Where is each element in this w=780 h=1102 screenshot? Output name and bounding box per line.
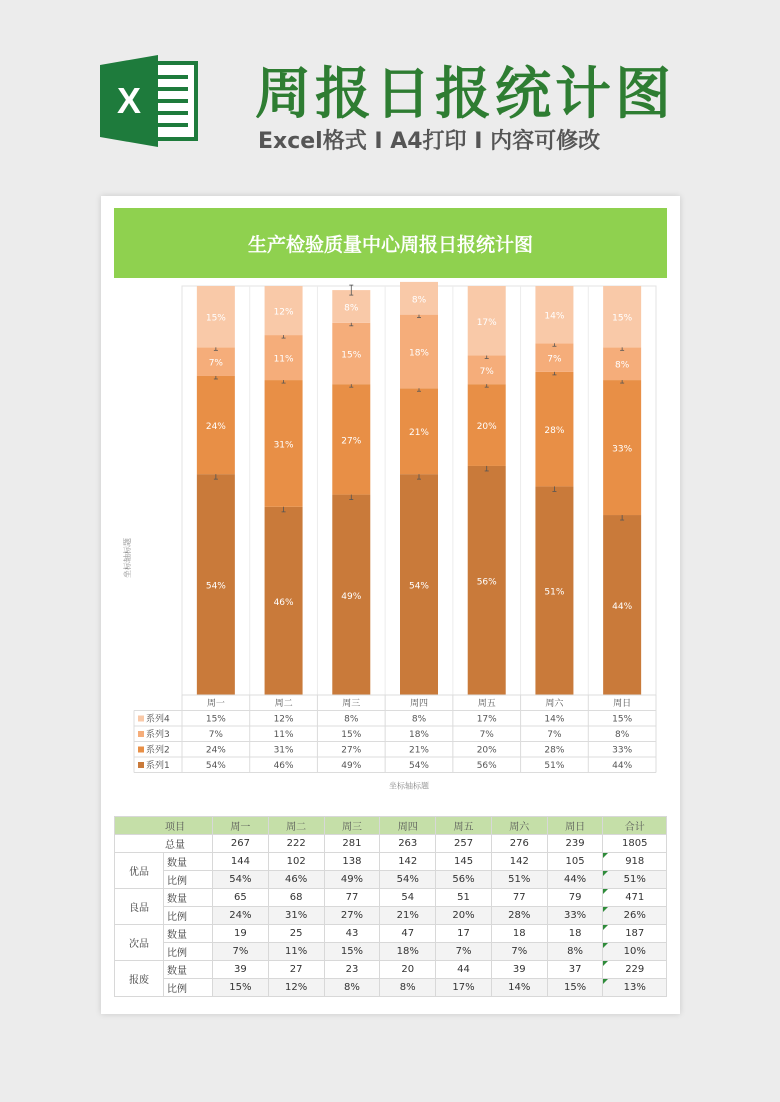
x-tick-label: 周一 [206, 699, 225, 709]
table-cell: 24% [213, 907, 269, 925]
table-cell: 23 [324, 961, 380, 979]
table-cell: 8% [324, 979, 380, 997]
table-header-cell: 周一 [213, 817, 269, 835]
table-cell: 49% [324, 871, 380, 889]
table-cell: 27% [324, 907, 380, 925]
table-header-cell: 周四 [380, 817, 436, 835]
page-subtitle: Excel格式 Ⅰ A4打印 Ⅰ 内容可修改 [258, 129, 601, 154]
table-cell: 15% [213, 979, 269, 997]
table-value: 54% [408, 761, 430, 771]
table-value: 15% [205, 714, 226, 725]
table-value: 49% [341, 761, 362, 771]
data-label: 12% [273, 307, 294, 318]
table-cell: 47 [380, 925, 436, 943]
table-value: 15% [341, 730, 362, 740]
data-label: 11% [273, 354, 294, 365]
table-cell: 51% [603, 871, 667, 889]
group-label: 优品 [115, 853, 164, 889]
table-header-cell: 周五 [436, 817, 492, 835]
table-cell: 65 [213, 889, 269, 907]
table-header-cell: 合计 [603, 817, 667, 835]
table-cell: 31% [268, 907, 324, 925]
table-cell: 7% [436, 943, 492, 961]
table-value: 14% [544, 714, 565, 725]
table-cell: 79 [547, 889, 603, 907]
table-cell: 7% [213, 943, 269, 961]
table-cell: 43 [324, 925, 380, 943]
table-cell: 7% [491, 943, 547, 961]
table-cell: 77 [491, 889, 547, 907]
x-tick-label: 周三 [342, 699, 361, 709]
table-cell: 229 [603, 961, 667, 979]
table-value: 8% [615, 730, 630, 740]
table-cell: 44 [436, 961, 492, 979]
data-label: 18% [408, 348, 430, 359]
table-cell: 39 [491, 961, 547, 979]
total-value: 281 [324, 835, 380, 853]
table-value: 18% [408, 730, 430, 740]
table-row [115, 925, 667, 943]
table-value: 12% [273, 714, 294, 725]
table-value: 15% [612, 714, 633, 725]
total-value: 222 [268, 835, 324, 853]
legend-swatch [138, 731, 144, 737]
table-cell: 18 [547, 925, 603, 943]
table-header-cell: 周二 [268, 817, 324, 835]
table-cell: 471 [603, 889, 667, 907]
page-header [0, 0, 780, 190]
table-value: 54% [205, 761, 226, 771]
row-label: 数量 [164, 889, 213, 907]
x-tick-label: 周六 [545, 699, 564, 709]
data-label: 8% [615, 360, 630, 371]
table-cell: 46% [268, 871, 324, 889]
table-cell: 10% [603, 943, 667, 961]
x-tick-label: 周五 [477, 699, 496, 709]
data-label: 54% [408, 581, 430, 592]
table-value: 21% [408, 745, 430, 756]
group-label: 良品 [115, 889, 164, 925]
total-label: 总量 [115, 835, 213, 853]
logo-letter: X [116, 80, 142, 121]
table-cell: 27 [268, 961, 324, 979]
table-row [115, 961, 667, 979]
data-label: 17% [476, 317, 497, 328]
table-cell: 918 [603, 853, 667, 871]
table-value: 8% [344, 714, 359, 725]
table-row [115, 943, 667, 961]
legend-label: 系列1 [146, 761, 170, 771]
table-cell: 142 [491, 853, 547, 871]
legend-swatch [138, 716, 144, 722]
row-label: 比例 [164, 943, 213, 961]
data-label: 15% [341, 350, 362, 361]
table-cell: 8% [547, 943, 603, 961]
total-value: 263 [380, 835, 436, 853]
table-cell: 21% [380, 907, 436, 925]
table-cell: 68 [268, 889, 324, 907]
row-label: 数量 [164, 853, 213, 871]
total-value: 276 [491, 835, 547, 853]
data-label: 51% [544, 587, 565, 598]
table-cell: 28% [491, 907, 547, 925]
table-cell: 19 [213, 925, 269, 943]
data-label: 56% [476, 577, 497, 588]
legend-label: 系列4 [146, 714, 170, 725]
data-label: 8% [344, 303, 359, 314]
total-value: 1805 [603, 835, 667, 853]
table-cell: 77 [324, 889, 380, 907]
table-row [115, 853, 667, 871]
row-label: 比例 [164, 979, 213, 997]
table-cell: 51% [491, 871, 547, 889]
table-header-cell: 项目 [115, 817, 213, 835]
data-label: 7% [547, 354, 562, 365]
row-label: 数量 [164, 961, 213, 979]
data-label: 7% [479, 366, 494, 377]
table-cell: 138 [324, 853, 380, 871]
table-cell: 20% [436, 907, 492, 925]
table-value: 20% [476, 745, 497, 756]
table-cell: 17 [436, 925, 492, 943]
data-label: 44% [612, 602, 633, 613]
data-label: 15% [205, 313, 226, 324]
table-value: 11% [273, 730, 294, 740]
group-label: 报废 [115, 961, 164, 997]
table-cell: 51 [436, 889, 492, 907]
data-label: 27% [341, 436, 362, 447]
table-value: 7% [479, 730, 494, 740]
legend-label: 系列3 [146, 730, 170, 740]
legend-swatch [138, 762, 144, 768]
table-cell: 20 [380, 961, 436, 979]
table-cell: 14% [491, 979, 547, 997]
table-cell: 39 [213, 961, 269, 979]
total-value: 239 [547, 835, 603, 853]
table-cell: 15% [324, 943, 380, 961]
page-title: 周报日报统计图 [255, 62, 675, 127]
data-label: 28% [544, 426, 565, 437]
table-value: 28% [544, 745, 565, 756]
x-tick-label: 周日 [613, 699, 632, 709]
table-cell: 105 [547, 853, 603, 871]
table-value: 31% [273, 745, 294, 756]
legend-swatch [138, 747, 144, 753]
table-cell: 54 [380, 889, 436, 907]
x-tick-label: 周二 [274, 699, 293, 709]
chart-svg [114, 278, 667, 798]
y-axis-title: 坐标轴标题 [123, 538, 132, 578]
excel-logo-icon [100, 55, 200, 147]
table-value: 7% [208, 730, 223, 740]
table-cell: 8% [380, 979, 436, 997]
data-label: 24% [205, 422, 226, 433]
data-label: 7% [208, 358, 223, 369]
total-value: 257 [436, 835, 492, 853]
data-label: 46% [273, 597, 294, 608]
table-header-cell: 周六 [491, 817, 547, 835]
table-cell: 26% [603, 907, 667, 925]
data-label: 49% [341, 591, 362, 602]
table-value: 33% [612, 745, 633, 756]
data-label: 14% [544, 311, 565, 322]
table-cell: 15% [547, 979, 603, 997]
data-label: 31% [273, 440, 294, 451]
data-label: 21% [408, 428, 430, 439]
x-tick-label: 周四 [409, 699, 429, 709]
data-label: 15% [612, 313, 633, 324]
table-cell: 187 [603, 925, 667, 943]
table-cell: 145 [436, 853, 492, 871]
table-value: 51% [544, 761, 565, 771]
row-label: 数量 [164, 925, 213, 943]
table-cell: 54% [213, 871, 269, 889]
table-cell: 54% [380, 871, 436, 889]
row-label: 比例 [164, 907, 213, 925]
table-cell: 37 [547, 961, 603, 979]
table-value: 27% [341, 745, 362, 756]
table-value: 44% [612, 761, 633, 771]
table-cell: 17% [436, 979, 492, 997]
table-cell: 102 [268, 853, 324, 871]
table-cell: 11% [268, 943, 324, 961]
table-cell: 44% [547, 871, 603, 889]
table-cell: 12% [268, 979, 324, 997]
table-cell: 25 [268, 925, 324, 943]
table-value: 24% [205, 745, 226, 756]
table-value: 7% [547, 730, 562, 740]
table-cell: 56% [436, 871, 492, 889]
data-table [114, 816, 667, 997]
table-row [115, 907, 667, 925]
table-row [115, 871, 667, 889]
data-label: 54% [205, 581, 226, 592]
table-cell: 13% [603, 979, 667, 997]
legend-label: 系列2 [146, 745, 170, 756]
data-label: 20% [476, 422, 497, 433]
data-label: 8% [411, 295, 427, 306]
data-label: 33% [612, 444, 633, 455]
table-cell: 18% [380, 943, 436, 961]
table-value: 46% [273, 761, 294, 771]
table-cell: 144 [213, 853, 269, 871]
table-row [115, 889, 667, 907]
row-label: 比例 [164, 871, 213, 889]
table-header-cell: 周三 [324, 817, 380, 835]
table-row [115, 979, 667, 997]
table-cell: 18 [491, 925, 547, 943]
table-header-cell: 周日 [547, 817, 603, 835]
table-value: 17% [476, 714, 497, 725]
total-value: 267 [213, 835, 269, 853]
table-value: 8% [411, 714, 427, 725]
table-cell: 33% [547, 907, 603, 925]
sheet-banner: 生产检验质量中心周报日报统计图 [114, 208, 667, 278]
x-axis-title: 坐标轴标题 [389, 781, 429, 791]
group-label: 次品 [115, 925, 164, 961]
table-cell: 142 [380, 853, 436, 871]
table-value: 56% [476, 761, 497, 771]
report-sheet [101, 196, 680, 1014]
stacked-bar-chart [114, 278, 667, 798]
